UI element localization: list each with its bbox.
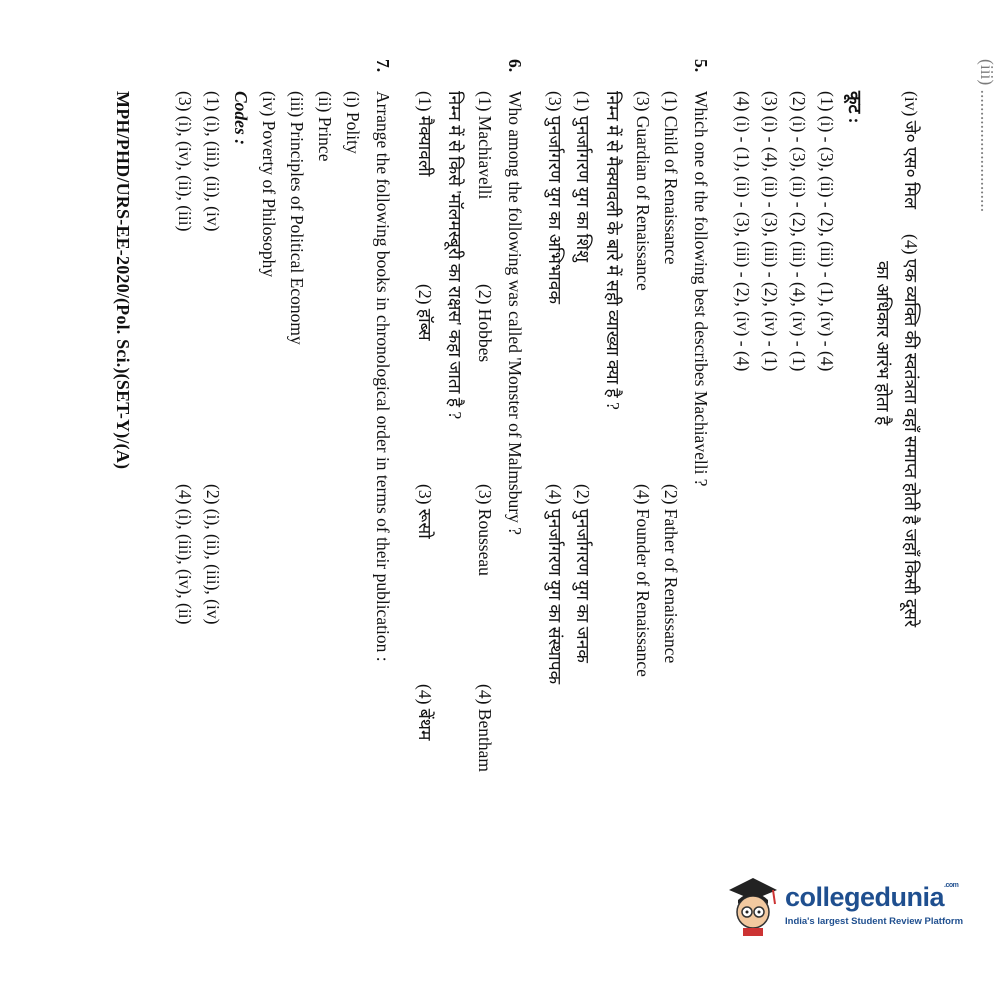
question-6-number: 6. (505, 58, 525, 72)
question-7-text: Arrange the following books in chronological order in terms of their publication : (373, 90, 393, 662)
q6-option-3: (3) Rousseau (475, 483, 495, 576)
q5-option-3: (3) Guardian of Renaissance (633, 90, 653, 291)
q7-code-4: (4) (i), (iii), (iv), (ii) (175, 483, 195, 624)
q6-hindi-option-2: (2) हॉब्स (415, 283, 435, 341)
q6-option-1: (1) Machiavelli (475, 90, 495, 199)
question-5-number: 5. (691, 58, 711, 72)
q6-hindi-text: निम्न में से किसे 'मॉलमस्बूरी का राक्षस' कहा जाता है ? (445, 90, 465, 419)
q7-item-4: (iv) Poverty of Philosophy (259, 90, 279, 277)
q7-codes-label: Codes : (231, 90, 251, 145)
q6-hindi-option-1: (1) मैक्यावली (415, 90, 435, 176)
q5-hindi-option-3: (3) पुनर्जागरण युग का अभिभावक (545, 90, 565, 304)
cut-off-line: (iii) ............................ (977, 58, 997, 212)
logo-suffix: .com (944, 882, 959, 889)
q7-item-2: (ii) Prince (315, 90, 335, 161)
match-item-4: (4) एक व्यक्ति की स्वतंत्रता वहाँ समाप्त होती है जहाँ किसी दूसरे (901, 233, 921, 627)
logo-wordmark: collegedunia (785, 882, 945, 912)
q6-hindi-option-3: (3) रूसो (415, 483, 435, 539)
q5-hindi-option-4: (4) पुनर्जागरण युग का संस्थापक (545, 483, 565, 684)
q7-code-1: (1) (i), (iii), (ii), (iv) (203, 90, 223, 231)
logo-tagline: India's largest Student Review Platform (785, 916, 964, 927)
q7-item-1: (i) Polity (343, 90, 363, 154)
q5-hindi-option-2: (2) पुनर्जागरण युग का जनक (573, 483, 593, 663)
q5-option-2: (2) Father of Renaissance (661, 483, 681, 663)
question-5-text: Which one of the following best describes Machiavelli ? (691, 90, 711, 487)
collegedunia-logo (723, 872, 964, 942)
match-item-iv: (iv) जे० एस० मिल (901, 90, 921, 209)
question-6-text: Who among the following was called 'Monster of Malmsbury ? (505, 90, 525, 535)
mascot-icon (723, 874, 783, 938)
q7-code-2: (2) (i), (ii), (iii), (iv) (203, 483, 223, 624)
q5-hindi-text: निम्न में से मैक्यावली के बारे में सही व्याख्या क्या है ? (603, 90, 623, 410)
q7-code-3: (3) (i), (iv), (ii), (iii) (175, 90, 195, 231)
q6-hindi-option-4: (4) बेंथम (415, 683, 435, 740)
match-item-4-cont: का अधिकार आरंभ होता है (873, 260, 893, 425)
q7-item-3: (iii) Principles of Political Economy (287, 90, 307, 345)
q6-option-2: (2) Hobbes (475, 283, 495, 362)
code-option-3: (3) (i) - (4), (ii) - (3), (iii) - (2), (iv) - (1) (761, 90, 781, 371)
q5-hindi-option-1: (1) पुनर्जागरण युग का शिशु (573, 90, 593, 262)
q5-option-4: (4) Founder of Renaissance (633, 483, 653, 677)
q6-option-4: (4) Bentham (475, 683, 495, 772)
code-option-2: (2) (i) - (3), (ii) - (2), (iii) - (4), (iv) - (1) (789, 90, 809, 371)
code-option-1: (1) (i) - (3), (ii) - (2), (iii) - (1), (iv) - (4) (817, 90, 837, 371)
question-7-number: 7. (373, 58, 393, 72)
code-option-4: (4) (i) - (1), (ii) - (3), (iii) - (2), (iv) - (4) (733, 90, 753, 371)
paper-footer-code: MPH/PHD/URS-EE-2020/(Pol. Sci.)(SET-Y)/(A) (113, 90, 133, 469)
q5-option-1: (1) Child of Renaissance (661, 90, 681, 264)
codes-label-hindi: कूट : (845, 90, 865, 123)
